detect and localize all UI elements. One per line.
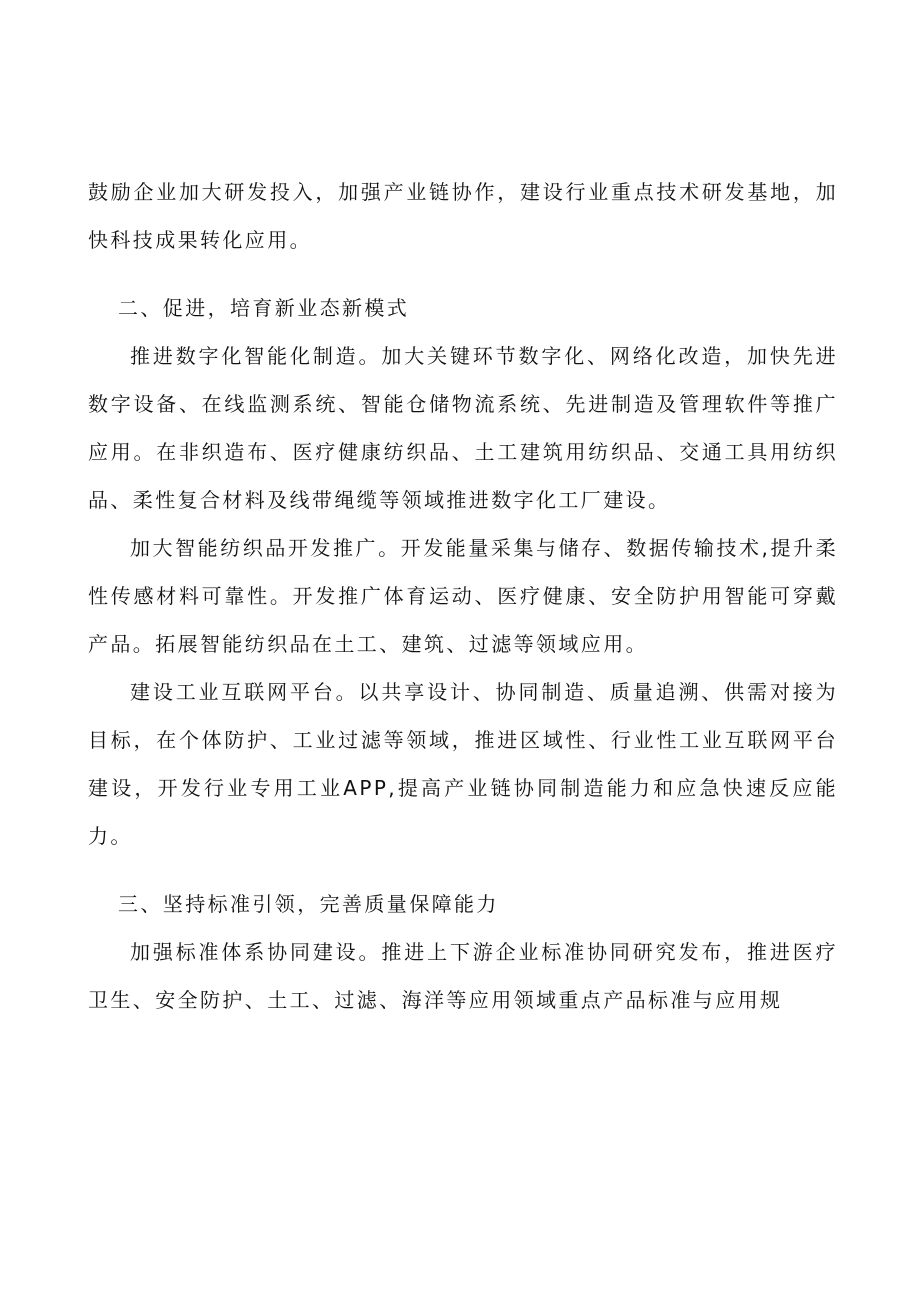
paragraph-smart-textiles: 加大智能纺织品开发推广。开发能量采集与储存、数据传输技术,提升柔性传感材料可靠性。开发推广体育运动、医疗健康、安全防护用智能可穿戴产品。拓展智能纺织品在土工、建筑、过滤等领域应用。	[88, 536, 838, 656]
paragraph-standards: 加强标准体系协同建设。推进上下游企业标准协同研究发布，推进医疗卫生、安全防护、土工、过滤、海洋等应用领域重点产品标准与应用规	[88, 940, 838, 1012]
paragraph-digital-manufacturing: 推进数字化智能化制造。加大关键环节数字化、网络化改造，加快先进数字设备、在线监测系统、智能仓储物流系统、先进制造及管理软件等推广应用。在非织造布、医疗健康纺织品、土工建筑用纺织品、交通工具用纺织品、柔性复合材料及线带绳缆等领域推进数字化工厂建设。	[88, 344, 838, 512]
section-heading-3: 三、坚持标准引领，完善质量保障能力	[118, 892, 499, 916]
section-heading-2: 二、促进，培育新业态新模式	[118, 296, 410, 320]
paragraph-industrial-internet: 建设工业互联网平台。以共享设计、协同制造、质量追溯、供需对接为目标，在个体防护、工业过滤等领域，推进区域性、行业性工业互联网平台建设，开发行业专用工业APP,提高产业链协同制造能力和应急快速反应能力。	[88, 680, 838, 848]
paragraph-intro: 鼓励企业加大研发投入，加强产业链协作，建设行业重点技术研发基地，加快科技成果转化应用。	[88, 180, 838, 252]
document-body	[88, 168, 838, 1024]
